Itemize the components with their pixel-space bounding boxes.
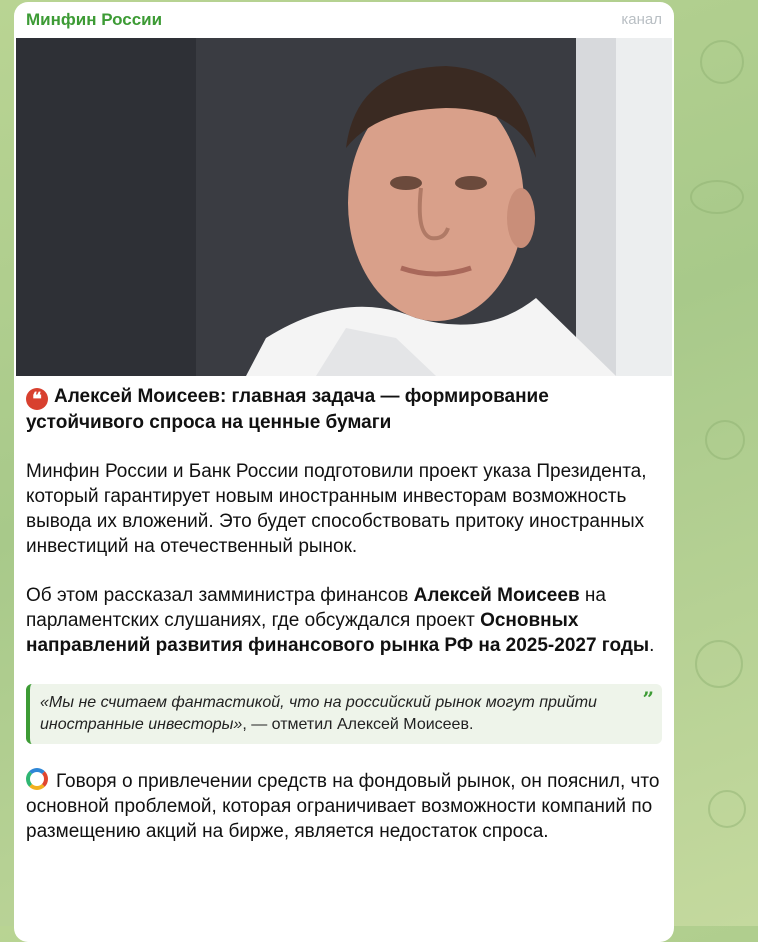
blockquote <box>26 684 662 744</box>
message-bubble <box>14 2 674 942</box>
channel-name[interactable]: Минфин России <box>26 10 163 29</box>
wallpaper-doodle <box>695 640 743 688</box>
paragraph-2 <box>26 583 662 658</box>
wallpaper-doodle <box>700 40 744 84</box>
post-photo[interactable] <box>16 38 672 376</box>
colored-ring-icon <box>26 768 48 790</box>
paragraph-2-bold-name: Алексей Моисеев <box>413 585 580 606</box>
paragraph-3-text: Говоря о привлечении средств на фондовый рынок, он пояснил, что основной проблемой, которая ограничивает возможности компаний по размещению акций на бирже, является недостаток спроса. <box>26 771 660 842</box>
quote-rest-text: , — отметил Алексей Моисеев. <box>242 716 474 733</box>
paragraph-3 <box>26 768 662 844</box>
channel-tag: канал <box>621 11 662 28</box>
paragraph-1: Минфин России и Банк России подготовили проект указа Президента, который гарантирует новым иностранным инвесторам возможность вывода их вложений. Это будет способствовать притоку иностранных инвестиций на отечественный рынок. <box>26 461 647 557</box>
quote-italic-text: «Мы не считаем фантастикой, что на российский рынок могут прийти иностранные инвесторы» <box>40 694 597 733</box>
paragraph-2-bold-document: Основных направлений развития финансового рынка РФ на 2025-2027 годы <box>26 610 650 656</box>
headline-text: Алексей Моисеев: главная задача — формирование устойчивого спроса на ценные бумаги <box>26 386 549 433</box>
portrait-image <box>16 38 672 376</box>
paragraph-2-text-2: на парламентских слушаниях, где обсуждался проект <box>26 585 606 631</box>
post-headline <box>26 384 662 435</box>
red-quote-icon: ❝ <box>26 388 48 410</box>
wallpaper-doodle <box>690 180 744 214</box>
wallpaper-doodle <box>705 420 745 460</box>
closing-quote-icon: ” <box>642 687 654 711</box>
paragraph-2-text-1: Об этом рассказал замминистра финансов <box>26 585 414 606</box>
post-content <box>26 384 662 844</box>
paragraph-2-text-3: . <box>649 635 655 656</box>
wallpaper-doodle <box>708 790 746 828</box>
